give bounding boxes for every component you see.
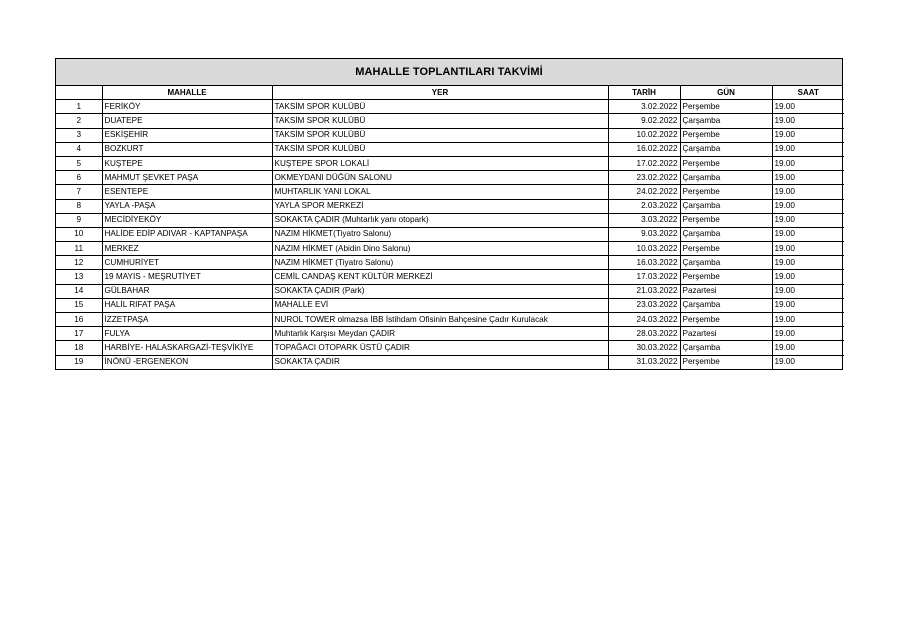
- cell-no: 15: [56, 298, 102, 312]
- cell-tarih: 31.03.2022: [608, 355, 680, 369]
- cell-tarih: 10.03.2022: [608, 242, 680, 256]
- cell-yer: MUHTARLIK YANI LOKAL: [272, 185, 608, 199]
- cell-no: 18: [56, 341, 102, 355]
- cell-gun: Perşembe: [680, 128, 772, 142]
- cell-tarih: 17.03.2022: [608, 270, 680, 284]
- cell-saat: 19.00: [772, 171, 844, 185]
- table-row: [56, 185, 844, 199]
- cell-yer: NAZIM HİKMET(Tiyatro Salonu): [272, 227, 608, 241]
- cell-mahalle: İNÖNÜ -ERGENEKON: [102, 355, 272, 369]
- cell-mahalle: CUMHURİYET: [102, 256, 272, 270]
- cell-tarih: 3.02.2022: [608, 100, 680, 114]
- cell-no: 3: [56, 128, 102, 142]
- cell-mahalle: YAYLA -PAŞA: [102, 199, 272, 213]
- cell-no: 17: [56, 327, 102, 341]
- cell-gun: Çarşamba: [680, 256, 772, 270]
- cell-yer: YAYLA SPOR MERKEZİ: [272, 199, 608, 213]
- cell-no: 2: [56, 114, 102, 128]
- cell-tarih: 3.03.2022: [608, 213, 680, 227]
- cell-gun: Perşembe: [680, 355, 772, 369]
- cell-saat: 19.00: [772, 142, 844, 156]
- cell-mahalle: FERİKÖY: [102, 100, 272, 114]
- cell-gun: Çarşamba: [680, 142, 772, 156]
- cell-yer: NUROL TOWER olmazsa İBB İstihdam Ofisinin Bahçesine Çadır Kurulacak: [272, 313, 608, 327]
- table-row: [56, 355, 844, 369]
- cell-no: 8: [56, 199, 102, 213]
- cell-tarih: 24.03.2022: [608, 313, 680, 327]
- cell-mahalle: ESENTEPE: [102, 185, 272, 199]
- cell-tarih: 23.02.2022: [608, 171, 680, 185]
- table-row: [56, 156, 844, 170]
- cell-no: 16: [56, 313, 102, 327]
- cell-mahalle: HALİL RIFAT PAŞA: [102, 298, 272, 312]
- cell-gun: Perşembe: [680, 270, 772, 284]
- header-tarih: TARİH: [608, 86, 680, 100]
- table-row: [56, 227, 844, 241]
- cell-no: 9: [56, 213, 102, 227]
- cell-yer: NAZIM HİKMET (Abidin Dino Salonu): [272, 242, 608, 256]
- cell-tarih: 24.02.2022: [608, 185, 680, 199]
- cell-gun: Pazartesi: [680, 284, 772, 298]
- cell-saat: 19.00: [772, 199, 844, 213]
- table-row: [56, 256, 844, 270]
- cell-no: 10: [56, 227, 102, 241]
- cell-yer: SOKAKTA ÇADIR (Muhtarlık yanı otopark): [272, 213, 608, 227]
- cell-mahalle: MECİDİYEKÖY: [102, 213, 272, 227]
- header-yer: YER: [272, 86, 608, 100]
- cell-no: 19: [56, 355, 102, 369]
- cell-mahalle: BOZKURT: [102, 142, 272, 156]
- cell-gun: Perşembe: [680, 156, 772, 170]
- cell-mahalle: MAHMUT ŞEVKET PAŞA: [102, 171, 272, 185]
- table-row: [56, 114, 844, 128]
- cell-tarih: 16.02.2022: [608, 142, 680, 156]
- cell-no: 14: [56, 284, 102, 298]
- table-row: [56, 341, 844, 355]
- cell-gun: Çarşamba: [680, 114, 772, 128]
- cell-tarih: 21.03.2022: [608, 284, 680, 298]
- cell-saat: 19.00: [772, 327, 844, 341]
- cell-mahalle: KUŞTEPE: [102, 156, 272, 170]
- table-row: [56, 327, 844, 341]
- table-body: [56, 100, 844, 369]
- table-row: [56, 270, 844, 284]
- cell-no: 7: [56, 185, 102, 199]
- table-row: [56, 128, 844, 142]
- cell-gun: Pazartesi: [680, 327, 772, 341]
- cell-tarih: 30.03.2022: [608, 341, 680, 355]
- cell-saat: 19.00: [772, 270, 844, 284]
- table-row: [56, 298, 844, 312]
- cell-mahalle: FULYA: [102, 327, 272, 341]
- cell-saat: 19.00: [772, 256, 844, 270]
- cell-yer: TAKSİM SPOR KULÜBÜ: [272, 114, 608, 128]
- cell-gun: Perşembe: [680, 313, 772, 327]
- cell-tarih: 23.03.2022: [608, 298, 680, 312]
- cell-no: 13: [56, 270, 102, 284]
- schedule-sheet: [55, 58, 843, 370]
- cell-tarih: 17.02.2022: [608, 156, 680, 170]
- cell-gun: Çarşamba: [680, 298, 772, 312]
- cell-no: 6: [56, 171, 102, 185]
- cell-yer: TAKSİM SPOR KULÜBÜ: [272, 100, 608, 114]
- schedule-table: [56, 86, 844, 369]
- cell-yer: TOPAĞACI OTOPARK ÜSTÜ ÇADIR: [272, 341, 608, 355]
- cell-yer: SOKAKTA ÇADIR (Park): [272, 284, 608, 298]
- cell-mahalle: İZZETPAŞA: [102, 313, 272, 327]
- cell-saat: 19.00: [772, 242, 844, 256]
- cell-yer: CEMİL CANDAŞ KENT KÜLTÜR MERKEZİ: [272, 270, 608, 284]
- cell-gun: Perşembe: [680, 100, 772, 114]
- cell-gun: Perşembe: [680, 242, 772, 256]
- cell-saat: 19.00: [772, 298, 844, 312]
- cell-yer: Muhtarlık Karşısı Meydan ÇADIR: [272, 327, 608, 341]
- table-row: [56, 199, 844, 213]
- cell-mahalle: ESKİŞEHİR: [102, 128, 272, 142]
- cell-tarih: 10.02.2022: [608, 128, 680, 142]
- cell-saat: 19.00: [772, 227, 844, 241]
- cell-saat: 19.00: [772, 114, 844, 128]
- cell-yer: MAHALLE EVİ: [272, 298, 608, 312]
- cell-saat: 19.00: [772, 100, 844, 114]
- cell-gun: Çarşamba: [680, 171, 772, 185]
- table-row: [56, 142, 844, 156]
- header-mahalle: MAHALLE: [102, 86, 272, 100]
- cell-gun: Çarşamba: [680, 199, 772, 213]
- cell-tarih: 9.03.2022: [608, 227, 680, 241]
- cell-saat: 19.00: [772, 156, 844, 170]
- cell-mahalle: HALİDE EDİP ADIVAR - KAPTANPAŞA: [102, 227, 272, 241]
- cell-yer: NAZIM HİKMET (Tiyatro Salonu): [272, 256, 608, 270]
- cell-saat: 19.00: [772, 213, 844, 227]
- cell-mahalle: MERKEZ: [102, 242, 272, 256]
- cell-gun: Perşembe: [680, 213, 772, 227]
- cell-tarih: 9.02.2022: [608, 114, 680, 128]
- cell-gun: Çarşamba: [680, 341, 772, 355]
- table-row: [56, 313, 844, 327]
- cell-no: 11: [56, 242, 102, 256]
- header-gun: GÜN: [680, 86, 772, 100]
- cell-no: 5: [56, 156, 102, 170]
- cell-yer: SOKAKTA ÇADIR: [272, 355, 608, 369]
- table-row: [56, 242, 844, 256]
- cell-no: 4: [56, 142, 102, 156]
- cell-no: 12: [56, 256, 102, 270]
- header-saat: SAAT: [772, 86, 844, 100]
- sheet-title: MAHALLE TOPLANTILARI TAKVİMİ: [56, 59, 842, 86]
- cell-mahalle: GÜLBAHAR: [102, 284, 272, 298]
- cell-saat: 19.00: [772, 128, 844, 142]
- cell-gun: Perşembe: [680, 185, 772, 199]
- cell-gun: Çarşamba: [680, 227, 772, 241]
- cell-saat: 19.00: [772, 185, 844, 199]
- table-row: [56, 284, 844, 298]
- header-row: [56, 86, 844, 100]
- cell-mahalle: 19 MAYIS - MEŞRUTİYET: [102, 270, 272, 284]
- cell-tarih: 16.03.2022: [608, 256, 680, 270]
- cell-saat: 19.00: [772, 284, 844, 298]
- cell-tarih: 28.03.2022: [608, 327, 680, 341]
- table-row: [56, 213, 844, 227]
- cell-saat: 19.00: [772, 355, 844, 369]
- header-no: [56, 86, 102, 100]
- cell-no: 1: [56, 100, 102, 114]
- cell-yer: TAKSİM SPOR KULÜBÜ: [272, 142, 608, 156]
- cell-mahalle: HARBİYE- HALASKARGAZİ-TEŞVİKİYE: [102, 341, 272, 355]
- cell-yer: OKMEYDANI DÜĞÜN SALONU: [272, 171, 608, 185]
- cell-yer: TAKSİM SPOR KULÜBÜ: [272, 128, 608, 142]
- cell-saat: 19.00: [772, 341, 844, 355]
- cell-yer: KUŞTEPE SPOR LOKALİ: [272, 156, 608, 170]
- cell-tarih: 2.03.2022: [608, 199, 680, 213]
- table-row: [56, 100, 844, 114]
- cell-saat: 19.00: [772, 313, 844, 327]
- table-row: [56, 171, 844, 185]
- cell-mahalle: DUATEPE: [102, 114, 272, 128]
